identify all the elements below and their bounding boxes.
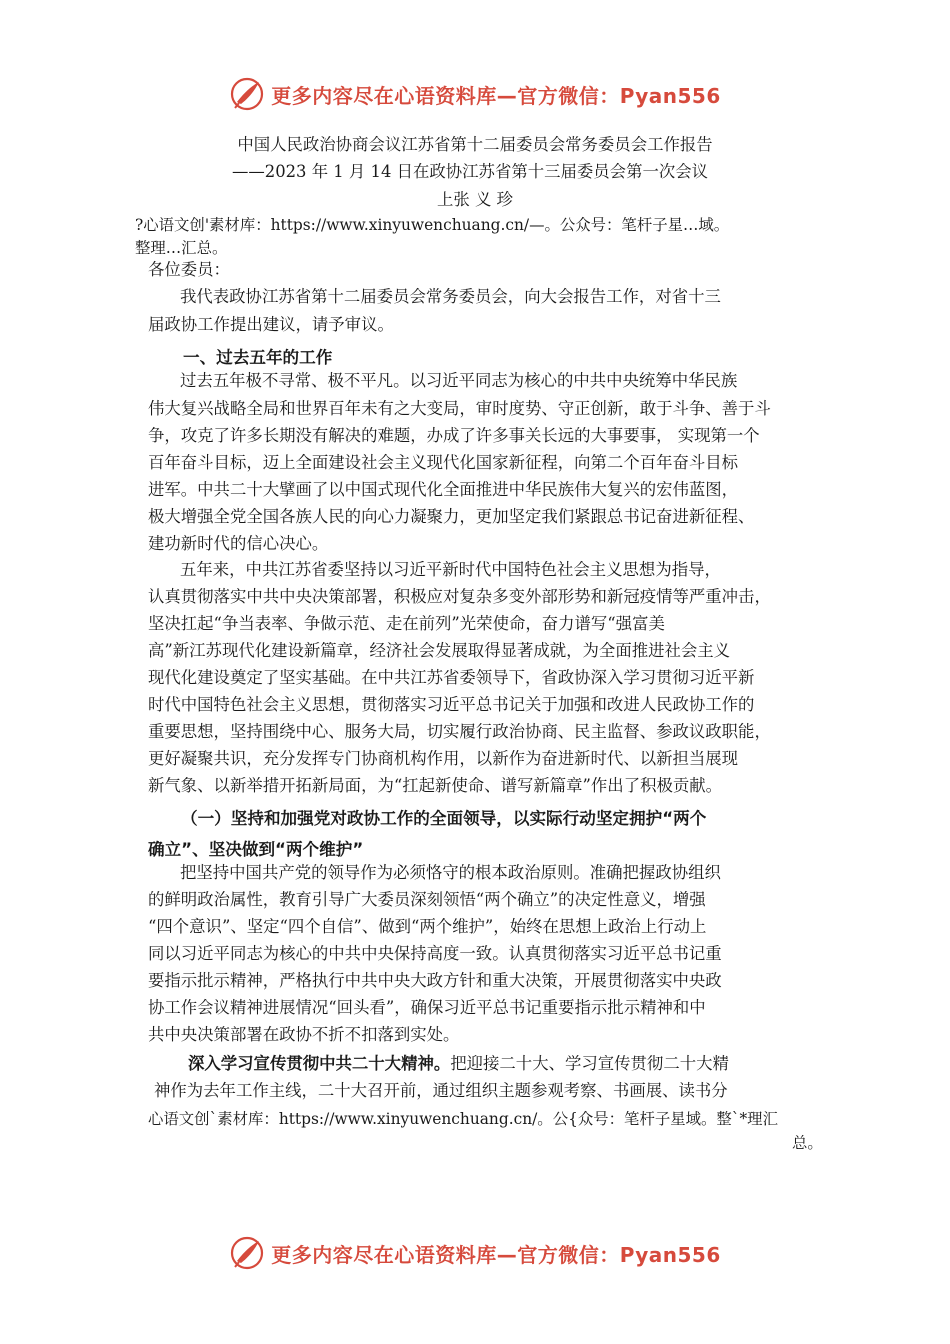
para4-line-6: 协工作会议精神进展情况“回头看”，确保习近平总书记重要指示批示精神和中 — [148, 998, 706, 1017]
para4-line-7: 共中央决策部署在政协不折不扣落到实处。 — [148, 1025, 460, 1044]
para1-line-2: 届政协工作提出建议，请予审议。 — [148, 315, 394, 334]
title-line-1: 中国人民政治协商会议江苏省第十二届委员会常务委员会工作报告 — [237, 135, 713, 154]
para3-line-5: 现代化建设奠定了坚实基础。在中共江苏省委领导下，省政协深入学习贯彻习近平新 — [148, 668, 755, 687]
source-note-line-3: 心语文创`素材库：https://www.xinyuwenchuang.cn/。公{众号：笔杆子星域。整`*理汇 — [148, 1110, 778, 1128]
para4-line-3: “四个意识”、坚定“四个自信”、做到“两个维护”，始终在思想上政治上行动上 — [148, 917, 707, 936]
para5-bold-lead: 深入学习宣传贯彻中共二十大精神。 — [188, 1054, 451, 1073]
watermark-text: 更多内容尽在心语资料库—官方微信：Pyan556 — [271, 1242, 721, 1267]
para3-line-4: 高”新江苏现代化建设新篇章，经济社会发展取得显著成就，为全面推进社会主义 — [148, 641, 731, 660]
section-heading-2-line-2: 确立”、坚决做到“两个维护” — [148, 840, 364, 859]
para5-text: 把迎接二十大、学习宣传贯彻二十大精 — [450, 1054, 729, 1073]
title-author: 上张 义 珍 — [437, 190, 513, 209]
para2-line-4: 百年奋斗目标，迈上全面建设社会主义现代化国家新征程，向第二个百年奋斗目标 — [148, 453, 739, 472]
watermark-top — [0, 74, 950, 114]
para5-line-1 — [188, 1054, 729, 1074]
section-heading-2-line-1: （一）坚持和加强党对政协工作的全面领导，以实际行动坚定拥护“两个 — [181, 809, 707, 828]
para3-line-2: 认真贯彻落实中共中央决策部署，积极应对复杂多变外部形势和新冠疫情等严重冲击， — [148, 587, 771, 606]
para4-line-2: 的鲜明政治属性，教育引导广大委员深刻领悟“两个确立”的决定性意义，增强 — [148, 890, 706, 909]
para2-line-6: 极大增强全党全国各族人民的向心力凝聚力，更加坚定我们紧跟总书记奋进新征程、 — [148, 507, 755, 526]
para3-line-8: 更好凝聚共识，充分发挥专门协商机构作用，以新作为奋进新时代、以新担当展现 — [148, 749, 739, 768]
salutation: 各位委员： — [148, 260, 230, 279]
para2-line-2: 伟大复兴战略全局和世界百年未有之大变局，审时度势、守正创新，敢于斗争、善于斗 — [148, 399, 771, 418]
para4-line-1: 把坚持中国共产党的领导作为必须恪守的根本政治原则。准确把握政协组织 — [180, 863, 721, 882]
para4-line-5: 要指示批示精神，严格执行中共中央大政方针和重大决策，开展贯彻落实中央政 — [148, 971, 722, 990]
para5-line-2: 神作为去年工作主线，二十大召开前，通过组织主题参观考察、书画展、读书分 — [154, 1081, 728, 1100]
para2-line-7: 建功新时代的信心决心。 — [148, 534, 329, 553]
title-line-2: ——2023 年 1 月 14 日在政协江苏省第十三届委员会第一次会议 — [231, 162, 709, 181]
para3-line-9: 新气象、以新举措开拓新局面，为“扛起新使命、谱写新篇章”作出了积极贡献。 — [148, 776, 723, 795]
para2-line-3: 争，攻克了许多长期没有解决的难题，办成了许多事关长远的大事要事， 实现第一个 — [148, 426, 760, 445]
watermark-text: 更多内容尽在心语资料库—官方微信：Pyan556 — [271, 83, 721, 108]
source-note-line-1: ?心语文创'素材库：https://www.xinyuwenchuang.cn/—。公众号：笔杆子星…域。 — [135, 216, 730, 234]
para4-line-4: 同以习近平同志为核心的中共中央保持高度一致。认真贯彻落实习近平总书记重 — [148, 944, 722, 963]
para3-line-3: 坚决扛起“争当表率、争做示范、走在前列”光荣使命，奋力谱写“强富美 — [148, 614, 665, 633]
para3-line-1: 五年来，中共江苏省委坚持以习近平新时代中国特色社会主义思想为指导， — [180, 560, 721, 579]
section-heading-1: 一、过去五年的工作 — [183, 348, 333, 367]
quill-logo-icon — [229, 1235, 265, 1271]
para3-line-6: 时代中国特色社会主义思想，贯彻落实习近平总书记关于加强和改进人民政协工作的 — [148, 695, 755, 714]
para2-line-5: 进军。中共二十大擘画了以中国式现代化全面推进中华民族伟大复兴的宏伟蓝图， — [148, 480, 739, 499]
para1-line-1: 我代表政协江苏省第十二届委员会常务委员会，向大会报告工作，对省十三 — [180, 287, 721, 306]
watermark-bottom — [0, 1233, 950, 1273]
source-note-line-2: 整理…汇总。 — [135, 239, 228, 257]
quill-logo-icon — [229, 76, 265, 112]
source-note-line-4: 总。 — [792, 1134, 823, 1152]
para2-line-1: 过去五年极不寻常、极不平凡。以习近平同志为核心的中共中央统筹中华民族 — [180, 371, 738, 390]
para3-line-7: 重要思想，坚持围绕中心、服务大局，切实履行政治协商、民主监督、参政议政职能， — [148, 722, 771, 741]
